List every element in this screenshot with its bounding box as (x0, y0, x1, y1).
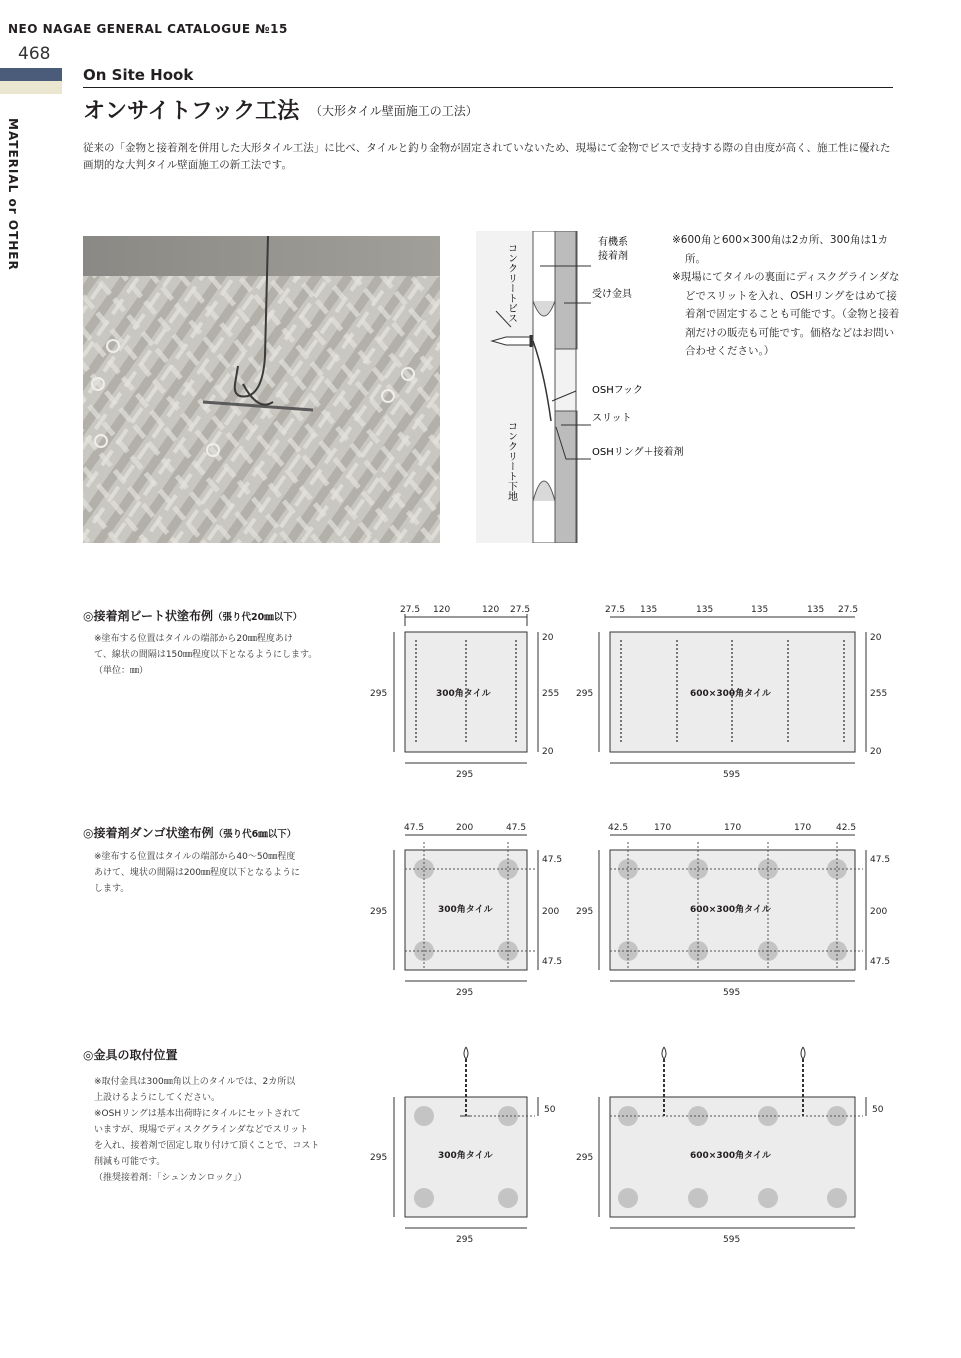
text-dango-note_lines-2: します。 (94, 884, 130, 894)
text-fitting-note_lines-0: ※取付金具は300㎜角以上のタイルでは、2カ所以 (94, 1077, 296, 1087)
receiving-hardware-label: 受け金具 (592, 289, 632, 300)
text-fitting-note_lines-2: ※OSHリングは基本出荷時にタイルにセットされて (94, 1109, 301, 1119)
text-fitting-note_lines-6: （推奨接着剤：「シュンカンロック」） (94, 1173, 247, 1183)
section-divider (83, 87, 893, 88)
notes-block (672, 231, 902, 361)
dango-diagrams (360, 814, 900, 1004)
text-dango-heading_note: （張り代6㎜以下） (213, 829, 297, 840)
text-dango-large-top_dims-3: 170 (794, 823, 812, 833)
section-label: On Site Hook (83, 66, 194, 84)
text-fitting-large-bottom_dim: 595 (723, 1235, 741, 1245)
text-fitting-small-left_dim: 295 (370, 1153, 388, 1163)
note-1: ※600角と600×300角は2カ所、300角は1カ所。 (672, 234, 889, 265)
text-fitting-large-right_dim: 50 (872, 1105, 884, 1115)
page-title: オンサイトフック工法 (83, 99, 300, 124)
text-bead-small-bottom_dim: 295 (456, 770, 474, 780)
dango-note (94, 849, 300, 897)
concrete-screw-label: コンクリートビス (505, 243, 517, 323)
catalogue-title: NEO NAGAE GENERAL CATALOGUE №15 (8, 22, 288, 36)
text-fitting-small-label: 300角タイル (438, 1151, 493, 1161)
text-bead-large-top_dims-2: 135 (696, 605, 714, 615)
page-tab-bar-light (0, 81, 62, 94)
upper-tile (555, 231, 577, 349)
text-dango-large-right_dims-2: 47.5 (870, 957, 891, 967)
text-fitting-large-label: 600×300角タイル (690, 1151, 771, 1161)
text-bead-large-right_dims-0: 20 (870, 633, 882, 643)
text-dango-large-top_dims-4: 42.5 (836, 823, 857, 833)
text-dango-large-right_dims-1: 200 (870, 907, 888, 917)
text-bead-large-left_dim: 295 (576, 689, 594, 699)
bead-heading (83, 607, 302, 624)
text-dango-small-bottom_dim: 295 (456, 988, 474, 998)
text-bead-large-label: 600×300角タイル (690, 689, 771, 699)
fitting-diagrams (360, 1042, 900, 1247)
text-dango-note_lines-0: ※塗布する位置はタイルの端部から40～50㎜程度 (94, 852, 296, 862)
page-subtitle: （大形タイル壁面施工の工法） (310, 104, 478, 118)
text-bead-large-top_dims-5: 27.5 (838, 605, 859, 615)
text-fitting-small-bottom_dim: 295 (456, 1235, 474, 1245)
text-dango-large-left_dim: 295 (576, 907, 594, 917)
text-bead-small-right_dims-2: 20 (542, 747, 554, 757)
concrete-base-label: コンクリート下地 (505, 421, 517, 501)
side-category-label: MATERIAL or OTHER (6, 118, 20, 271)
text-fitting-large-left_dim: 295 (576, 1153, 594, 1163)
text-fitting-note_lines-3: いますが、現場でディスクグラインダなどでスリット (94, 1125, 309, 1135)
intro-text: 従来の「金物と接着剤を併用した大形タイル工法」に比べ、タイルと釣り金物が固定されていないため、現場にて金物でビスで支持する際の自由度が高く、施工性に優れた画期的な大判タイル壁面施工の新工法です。 (83, 142, 891, 171)
text-dango-small-top_dims-2: 47.5 (506, 823, 527, 833)
text-fitting-small-right_dim: 50 (544, 1105, 556, 1115)
text-bead-small-top_dims-2: 120 (482, 605, 500, 615)
text-fitting-note_lines-5: 削減も可能です。 (94, 1157, 166, 1167)
text-bead-small-right_dims-0: 20 (542, 633, 554, 643)
text-dango-small-left_dim: 295 (370, 907, 388, 917)
text-bead-large-top_dims-3: 135 (751, 605, 769, 615)
text-bead-large-top_dims-1: 135 (640, 605, 658, 615)
text-fitting-note_lines-1: 上設けるようにしてください。 (94, 1093, 221, 1103)
text-dango-small-label: 300角タイル (438, 905, 493, 915)
text-dango-heading: ◎接着剤ダンゴ状塗布例 (83, 826, 214, 840)
text-bead-heading_note: （張り代20㎜以下） (213, 612, 303, 623)
page-number: 468 (18, 44, 51, 64)
text-fitting-heading: ◎金具の取付位置 (83, 1048, 178, 1062)
text-fitting-note_lines-4: を入れ、接着剤で固定し取り付けて頂くことで、コスト (94, 1141, 320, 1151)
text-dango-small-right_dims-2: 47.5 (542, 957, 563, 967)
fitting-heading (83, 1046, 177, 1063)
slit-label: スリット (592, 413, 632, 424)
text-dango-small-right_dims-1: 200 (542, 907, 560, 917)
text-bead-small-label: 300角タイル (436, 689, 491, 699)
text-bead-large-top_dims-0: 27.5 (605, 605, 626, 615)
bead-note (94, 631, 317, 679)
text-dango-note_lines-1: あけて、塊状の間隔は200㎜程度以下となるように (94, 868, 300, 878)
text-bead-note_lines-1: て、線状の間隔は150㎜程度以下となるようにします。 (94, 650, 318, 660)
lower-tile (555, 411, 577, 543)
dango-heading (83, 824, 296, 841)
text-bead-note_lines-2: （単位：㎜） (94, 666, 149, 676)
text-bead-large-right_dims-2: 20 (870, 747, 882, 757)
text-dango-small-top_dims-0: 47.5 (404, 823, 425, 833)
organic-adhesive-label-1: 有機系 (598, 237, 628, 248)
text-bead-small-right_dims-1: 255 (542, 689, 560, 699)
osh-ring-label: OSHリング＋接着剤 (592, 447, 684, 458)
bead-diagrams (360, 596, 900, 786)
text-dango-large-bottom_dim: 595 (723, 988, 741, 998)
tile-photo (83, 236, 440, 543)
osh-hook-label: OSHフック (592, 385, 644, 396)
text-dango-small-right_dims-0: 47.5 (542, 855, 563, 865)
text-dango-large-top_dims-1: 170 (654, 823, 672, 833)
text-dango-large-right_dims-0: 47.5 (870, 855, 891, 865)
text-bead-large-bottom_dim: 595 (723, 770, 741, 780)
text-bead-small-top_dims-0: 27.5 (400, 605, 421, 615)
text-bead-small-top_dims-1: 120 (433, 605, 451, 615)
text-dango-large-top_dims-0: 42.5 (608, 823, 629, 833)
note-2: ※現場にてタイルの裏面にディスクグラインダなどでスリットを入れ、OSHリングをはめて接着剤で固定することも可能です。（金物と接着剤だけの販売も可能です。価格などはお問い合わせください。） (672, 271, 900, 357)
text-bead-large-right_dims-1: 255 (870, 689, 888, 699)
text-dango-small-top_dims-1: 200 (456, 823, 474, 833)
text-bead-heading: ◎接着剤ビート状塗布例 (83, 609, 213, 623)
text-bead-large-top_dims-4: 135 (807, 605, 825, 615)
text-bead-small-left_dim: 295 (370, 689, 388, 699)
page-tab-bar (0, 68, 62, 81)
text-bead-small-top_dims-3: 27.5 (510, 605, 531, 615)
fitting-note (94, 1074, 319, 1186)
text-dango-large-label: 600×300角タイル (690, 905, 771, 915)
organic-adhesive-label-2: 接着剤 (598, 251, 628, 262)
text-dango-large-top_dims-2: 170 (724, 823, 742, 833)
text-bead-note_lines-0: ※塗布する位置はタイルの端部から20㎜程度あけ (94, 634, 293, 644)
section-diagram (476, 231, 701, 543)
